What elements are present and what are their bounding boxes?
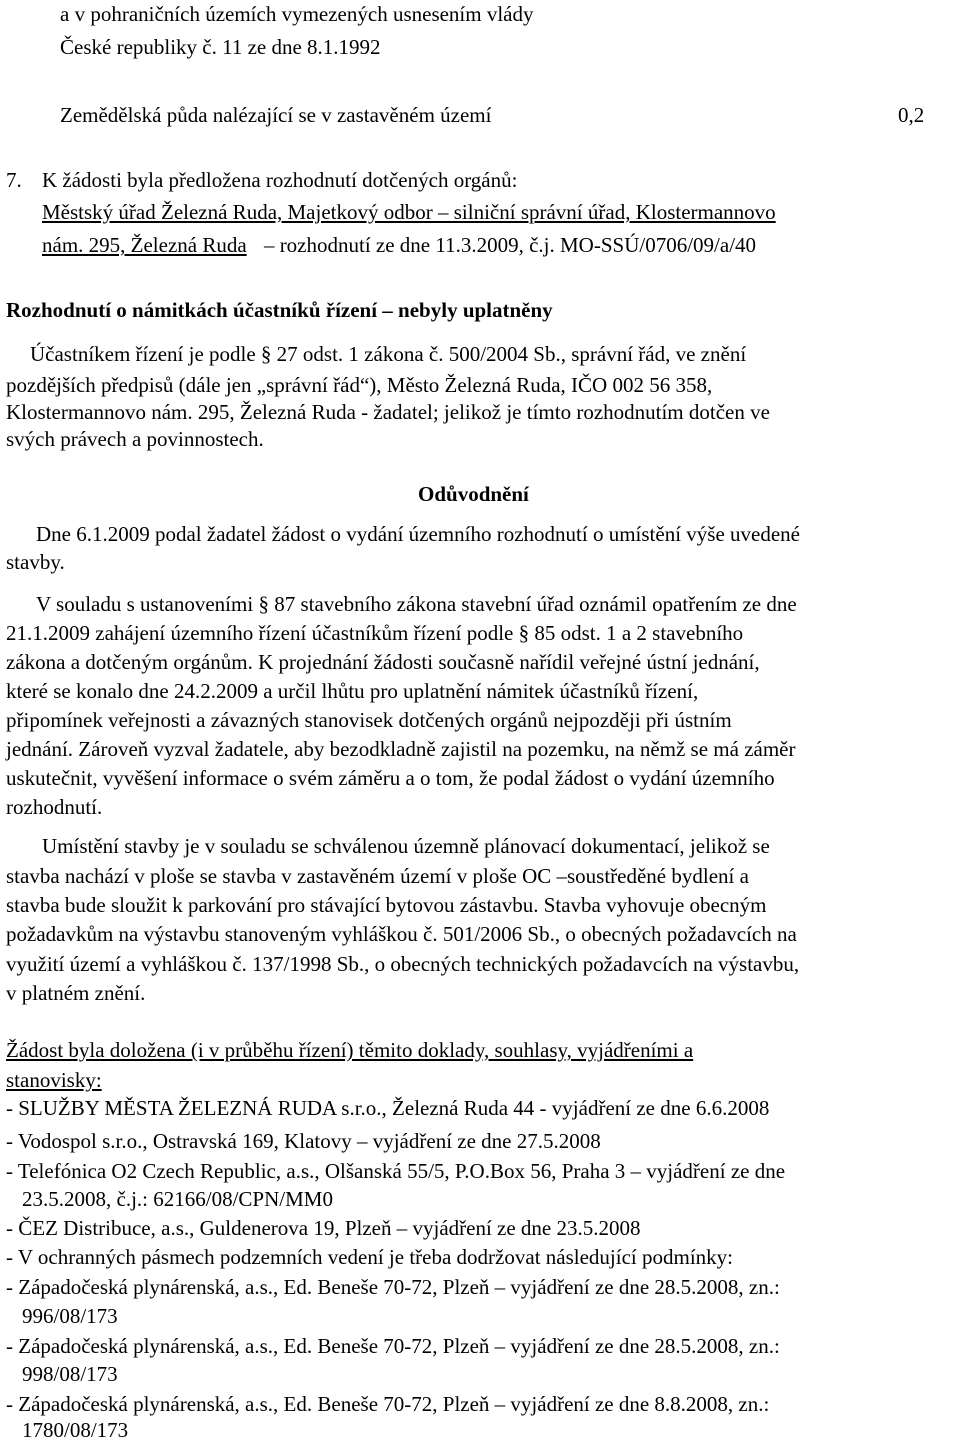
document-item-3: - Telefónica O2 Czech Republic, a.s., Olšanská 55/5, P.O.Box 56, Praha 3 – vyjádření ze dne bbox=[6, 1159, 786, 1183]
reasoning-p2-line-4: které se konalo dne 24.2.2009 a určil lhůtu pro uplatnění námitek účastníků řízení, bbox=[6, 679, 699, 703]
reasoning-p3-line-2: stavba nachází v ploše se stavba v zastavěném území v ploše OC –soustředěné bydlení a bbox=[6, 864, 749, 888]
item7-decision: – rozhodnutí ze dne 11.3.2009, č.j. MO-SSÚ/0706/09/a/40 bbox=[263, 233, 757, 257]
document-item-6-cont: 996/08/173 bbox=[22, 1304, 118, 1328]
document-item-7: - Západočeská plynárenská, a.s., Ed. Beneše 70-72, Plzeň – vyjádření ze dne 28.5.2008, zn.: bbox=[6, 1334, 780, 1358]
reasoning-p3-line-3: stavba bude sloužit k parkování pro stávající bytovou zástavbu. Stavba vyhovuje obecným bbox=[6, 893, 767, 917]
area-value: 0,2 bbox=[898, 103, 925, 127]
item7-line-2: Městský úřad Železná Ruda, Majetkový odbor – silniční správní úřad, Klostermannovo bbox=[42, 200, 776, 224]
item7-authority-address: nám. 295, Železná Ruda bbox=[42, 233, 247, 257]
reasoning-p2-line-6: jednání. Zároveň vyzval žadatele, aby bezodkladně zajistil na pozemku, na němž se má záměr bbox=[6, 737, 796, 761]
reasoning-p3-line-4: požadavkům na výstavbu stanoveným vyhláškou č. 501/2006 Sb., o obecných požadavcích na bbox=[6, 922, 797, 946]
reasoning-p2-line-1: V souladu s ustanoveními § 87 stavebního zákona stavební úřad oznámil opatřením ze dne bbox=[36, 592, 797, 616]
reasoning-p2-line-3: zákona a dotčeným orgánům. K projednání žádosti současně nařídil veřejné ústní jednání, bbox=[6, 650, 760, 674]
reasoning-p2-line-5: připomínek veřejnosti a závazných stanovisek dotčených orgánů nejpozději při ústním bbox=[6, 708, 732, 732]
reasoning-p3-line-1: Umístění stavby je v souladu se schválenou územně plánovací dokumentací, jelikož se bbox=[42, 834, 770, 858]
area-label: Zemědělská půda nalézající se v zastavěném území bbox=[60, 103, 492, 127]
documents-heading-line-2: stanovisky: bbox=[6, 1068, 102, 1092]
intro-line-2: České republiky č. 11 ze dne 8.1.1992 bbox=[60, 35, 381, 59]
reasoning-heading: Odůvodnění bbox=[418, 482, 529, 506]
reasoning-p2-line-8: rozhodnutí. bbox=[6, 795, 103, 819]
document-item-3-cont: 23.5.2008, č.j.: 62166/08/CPN/MM0 bbox=[22, 1187, 333, 1211]
participants-line-1: Účastníkem řízení je podle § 27 odst. 1 zákona č. 500/2004 Sb., správní řád, ve znění bbox=[30, 342, 747, 366]
documents-heading-line-1: Žádost byla doložena (i v průběhu řízení) těmito doklady, souhlasy, vyjádřeními a bbox=[6, 1038, 694, 1062]
document-item-8: - Západočeská plynárenská, a.s., Ed. Beneše 70-72, Plzeň – vyjádření ze dne 8.8.2008, zn.: bbox=[6, 1392, 770, 1416]
intro-line-1: a v pohraničních územích vymezených usnesením vlády bbox=[60, 2, 534, 26]
document-item-1: - SLUŽBY MĚSTA ŽELEZNÁ RUDA s.r.o., Železná Ruda 44 - vyjádření ze dne 6.6.2008 bbox=[6, 1096, 770, 1120]
document-item-8-cont: 1780/08/173 bbox=[22, 1418, 129, 1442]
reasoning-p3-line-6: v platném znění. bbox=[6, 981, 146, 1005]
document-item-5: - V ochranných pásmech podzemních vedení je třeba dodržovat následující podmínky: bbox=[6, 1245, 734, 1269]
participants-line-4: svých právech a povinnostech. bbox=[6, 427, 264, 451]
document-item-4: - ČEZ Distribuce, a.s., Guldenerova 19, Plzeň – vyjádření ze dne 23.5.2008 bbox=[6, 1216, 641, 1240]
reasoning-p3-line-5: využití území a vyhláškou č. 137/1998 Sb., o obecných technických požadavcích na výstavbu, bbox=[6, 952, 800, 976]
reasoning-p2-line-2: 21.1.2009 zahájení územního řízení účastníkům řízení podle § 85 odst. 1 a 2 stavebního bbox=[6, 621, 744, 645]
item7-line-3 bbox=[42, 231, 756, 259]
participants-line-3: Klostermannovo nám. 295, Železná Ruda - žadatel; jelikož je tímto rozhodnutím dotčen ve bbox=[6, 400, 770, 424]
reasoning-p1-line-1: Dne 6.1.2009 podal žadatel žádost o vydání územního rozhodnutí o umístění výše uvedené bbox=[36, 522, 800, 546]
item7-line-1: K žádosti byla předložena rozhodnutí dotčených orgánů: bbox=[42, 168, 518, 192]
item-number: 7. bbox=[6, 168, 22, 192]
reasoning-p1-line-2: stavby. bbox=[6, 550, 65, 574]
participants-line-2: pozdějších předpisů (dále jen „správní řád“), Město Železná Ruda, IČO 002 56 358, bbox=[6, 373, 713, 397]
reasoning-p2-line-7: uskutečnit, vyvěšení informace o svém záměru a o tom, že podal žádost o vydání územního bbox=[6, 766, 775, 790]
document-item-7-cont: 998/08/173 bbox=[22, 1362, 118, 1386]
objections-heading: Rozhodnutí o námitkách účastníků řízení – nebyly uplatněny bbox=[6, 298, 553, 322]
document-item-6: - Západočeská plynárenská, a.s., Ed. Beneše 70-72, Plzeň – vyjádření ze dne 28.5.2008, zn.: bbox=[6, 1275, 780, 1299]
document-item-2: - Vodospol s.r.o., Ostravská 169, Klatovy – vyjádření ze dne 27.5.2008 bbox=[6, 1129, 601, 1153]
